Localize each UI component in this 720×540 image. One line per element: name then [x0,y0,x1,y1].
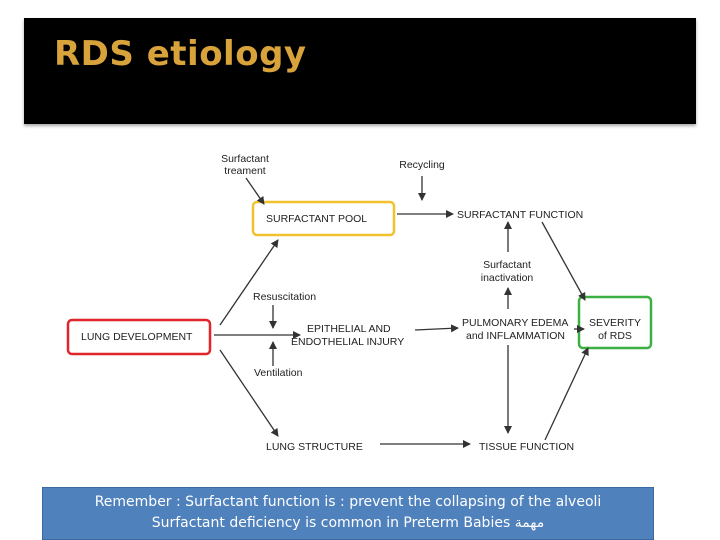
reminder-line-2: Surfactant deficiency is common in Preterm Babies مهمة [151,515,545,531]
severity-label-2: of RDS [598,330,632,342]
ventilation-label: Ventilation [254,367,303,379]
severity-label-1: SEVERITY [589,317,641,329]
pulmonary-edema-label-2: and INFLAMMATION [466,330,565,342]
tissue-function-label: TISSUE FUNCTION [479,441,575,453]
arrow-tissue-to-severity [545,348,588,440]
surfactant-treatment-label-1: Surfactant [221,153,269,165]
arrow-treatment-to-pool [246,178,264,204]
slide-title: RDS etiology [54,34,307,74]
reminder-line-1: Remember : Surfactant function is : prevent the collapsing of the alveoli [94,494,602,510]
recycling-label: Recycling [399,159,445,171]
surfactant-function-label: SURFACTANT FUNCTION [457,209,584,221]
surfactant-treatment-label-2: treament [224,165,266,177]
lung-development-label: LUNG DEVELOPMENT [81,331,193,343]
lung-structure-label: LUNG STRUCTURE [266,441,363,453]
pulmonary-edema-label-1: PULMONARY EDEMA [462,317,569,329]
arrow-function-to-severity [542,222,585,300]
epithelial-injury-label-2: ENDOTHELIAL INJURY [291,336,405,348]
epithelial-injury-label-1: EPITHELIAL AND [307,323,391,335]
resuscitation-label: Resuscitation [253,291,317,303]
arrow-lung-dev-to-pool [220,240,278,325]
surfactant-inactivation-label-1: Surfactant [483,259,531,271]
reminder-note [42,487,654,540]
arrow-lung-dev-to-structure [220,350,278,436]
surfactant-pool-label: SURFACTANT POOL [266,213,368,225]
surfactant-inactivation-label-2: inactivation [480,272,534,284]
arrow-injury-to-edema [415,328,458,330]
